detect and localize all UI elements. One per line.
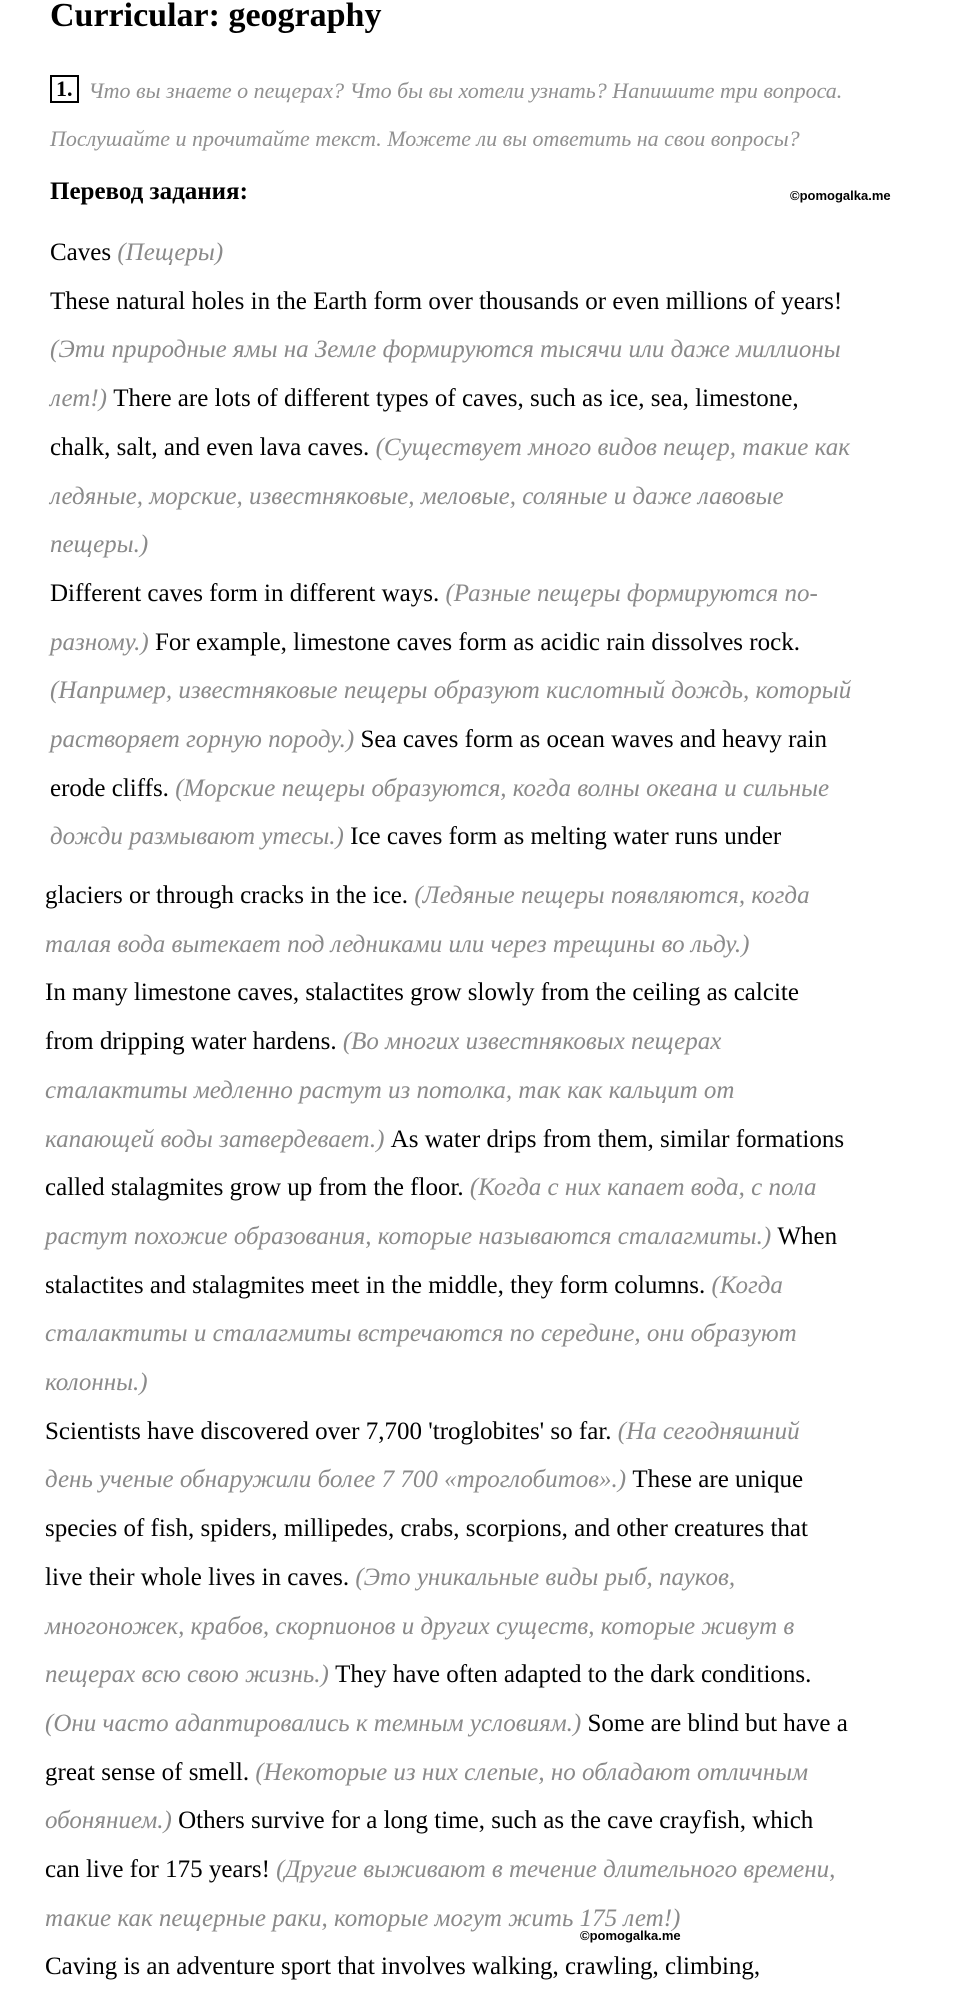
russian-translation-segment: растут похожие образования, которые называются сталагмиты.) [45, 1222, 778, 1250]
text-line [50, 716, 851, 765]
russian-translation-segment: разному.) [50, 628, 156, 656]
task-line [50, 67, 950, 115]
task-line-text: Послушайте и прочитайте текст. Можете ли вы ответить на свои вопросы? [50, 126, 800, 151]
english-text-segment: Different caves form in different ways. [50, 579, 446, 607]
english-text-segment: There are lots of different types of caves, such as ice, sea, limestone, [113, 385, 799, 413]
russian-translation-segment: пещерах всю свою жизнь.) [45, 1661, 336, 1689]
russian-translation-segment: (Когда [711, 1271, 783, 1299]
russian-translation-segment: дожди размывают утесы.) [50, 823, 351, 851]
russian-translation-segment: (Они часто адаптировались к темным условиям.) [45, 1709, 588, 1737]
text-line [45, 872, 848, 921]
russian-translation-segment: день ученые обнаружили более 7 700 «троглобитов».) [45, 1466, 633, 1494]
page-title: Curricular: geography [50, 0, 382, 34]
english-text-segment: species of fish, spiders, millipedes, crabs, scorpions, and other creatures that [45, 1515, 808, 1543]
text-line [50, 424, 851, 473]
russian-translation-segment: (Когда с них капает вода, с пола [469, 1174, 817, 1202]
text-line [45, 1310, 848, 1359]
watermark-top: ©pomogalka.me [790, 188, 891, 203]
text-line [45, 1164, 848, 1213]
text-line [45, 1359, 848, 1408]
english-text-segment: glaciers or through cracks in the ice. [45, 882, 415, 909]
russian-translation-segment: (Это уникальные виды рыб, пауков, [355, 1563, 736, 1591]
task-line-text: Что вы знаете о пещерах? Что бы вы хотели узнать? Напишите три вопроса. [88, 78, 843, 103]
english-text-segment: Others survive for a long time, such as the cave crayfish, which [178, 1807, 814, 1835]
text-line [50, 326, 851, 375]
text-line [45, 1554, 848, 1603]
text-block-2 [45, 872, 848, 1992]
text-line [50, 229, 851, 278]
text-line [50, 619, 851, 668]
russian-translation-segment: колонны.) [45, 1369, 148, 1397]
english-text-segment: from dripping water hardens. [45, 1028, 343, 1056]
english-text-segment: Sea caves form as ocean waves and heavy rain [360, 726, 827, 754]
russian-translation-segment: (Существует много видов пещер, такие как [375, 433, 850, 461]
russian-translation-segment: (Морские пещеры образуются, когда волны океана и сильные [175, 774, 830, 802]
russian-translation-segment: (Ледяные пещеры появляются, когда [414, 882, 810, 909]
text-line [50, 375, 851, 424]
english-text-segment: These natural holes in the Earth form over thousands or even millions of years! [50, 287, 843, 315]
russian-translation-segment: растворяет горную породу.) [50, 726, 361, 754]
russian-translation-segment: талая вода вытекает под ледниками или через трещины во льду.) [45, 930, 750, 958]
text-line [45, 1943, 848, 1992]
watermark-bottom: ©pomogalka.me [580, 1928, 681, 1943]
text-line [45, 1456, 848, 1505]
english-text-segment: live their whole lives in caves. [45, 1563, 356, 1591]
text-line [45, 1116, 848, 1165]
english-text-segment: Caving is an adventure sport that involves walking, crawling, climbing, [45, 1953, 761, 1981]
text-line [45, 1700, 848, 1749]
english-text-segment: When [777, 1222, 838, 1250]
russian-translation-segment: пещеры.) [50, 531, 149, 559]
russian-translation-segment: сталактиты и сталагмиты встречаются по середине, они образуют [45, 1320, 797, 1348]
russian-translation-segment: (Разные пещеры формируются по- [445, 579, 818, 607]
text-line [45, 1067, 848, 1116]
text-line [50, 813, 851, 862]
english-text-segment: These are unique [632, 1466, 804, 1494]
text-line [45, 1408, 848, 1457]
text-line [50, 473, 851, 522]
text-line [50, 765, 851, 814]
text-line [45, 1651, 848, 1700]
text-line [45, 1846, 848, 1895]
text-line [45, 1797, 848, 1846]
english-text-segment: called stalagmites grow up from the floor. [45, 1174, 470, 1202]
text-line [45, 1603, 848, 1652]
english-text-segment: Ice caves form as melting water runs under [350, 823, 782, 851]
text-line [45, 1262, 848, 1311]
translation-heading: Перевод задания: [50, 178, 248, 205]
russian-translation-segment: капающей воды затвердевает.) [45, 1125, 391, 1153]
russian-translation-segment: сталактиты медленно растут из потолка, так как кальцит от [45, 1076, 735, 1104]
text-line [50, 570, 851, 619]
english-text-segment: In many limestone caves, stalactites grow slowly from the ceiling as calcite [45, 979, 799, 1007]
english-text-segment: can live for 175 years! [45, 1856, 277, 1884]
text-line [45, 1505, 848, 1554]
text-line [45, 1895, 848, 1944]
text-line [45, 969, 848, 1018]
text-block-1 [50, 229, 851, 862]
text-line [50, 667, 851, 716]
text-line [50, 278, 851, 327]
english-text-segment: erode cliffs. [50, 774, 176, 802]
text-line [45, 1749, 848, 1798]
text-line [45, 1213, 848, 1262]
english-text-segment: great sense of smell. [45, 1758, 256, 1786]
russian-translation-segment: (На сегодняшний [617, 1417, 800, 1445]
text-line [45, 921, 848, 970]
russian-translation-segment: обонянием.) [45, 1807, 179, 1835]
russian-translation-segment: (Например, известняковые пещеры образуют кислотный дождь, который [50, 677, 852, 705]
text-line [45, 1018, 848, 1067]
english-text-segment: They have often adapted to the dark conditions. [335, 1661, 812, 1689]
russian-translation-segment: ледяные, морские, известняковые, меловые, соляные и даже лавовые [50, 482, 784, 510]
english-text-segment: As water drips from them, similar formations [390, 1125, 845, 1153]
russian-translation-segment: (Пещеры) [117, 239, 224, 266]
text-line [50, 521, 851, 570]
russian-translation-segment: такие как пещерные раки, которые могут жить 175 лет!) [45, 1904, 681, 1932]
russian-translation-segment: (Некоторые из них слепые, но обладают отличным [255, 1758, 809, 1786]
english-text-segment: stalactites and stalagmites meet in the middle, they form columns. [45, 1271, 712, 1299]
russian-translation-segment: (Другие выживают в течение длительного времени, [276, 1856, 836, 1884]
task-line [50, 115, 950, 163]
english-text-segment: chalk, salt, and even lava caves. [50, 433, 376, 461]
english-text-segment: Scientists have discovered over 7,700 'troglobites' so far. [45, 1417, 618, 1445]
russian-translation-segment: (Эти природные ямы на Земле формируются тысячи или даже миллионы [50, 336, 841, 364]
english-text-segment: Some are blind but have a [587, 1709, 848, 1737]
russian-translation-segment: лет!) [50, 385, 114, 413]
english-text-segment: For example, limestone caves form as acidic rain dissolves rock. [155, 628, 800, 656]
russian-translation-segment: многоножек, крабов, скорпионов и других существ, которые живут в [45, 1612, 795, 1640]
task-number-box: 1. [50, 75, 79, 103]
task-instructions [50, 67, 950, 163]
english-text-segment: Caves [50, 239, 118, 266]
russian-translation-segment: (Во многих известняковых пещерах [342, 1028, 722, 1056]
